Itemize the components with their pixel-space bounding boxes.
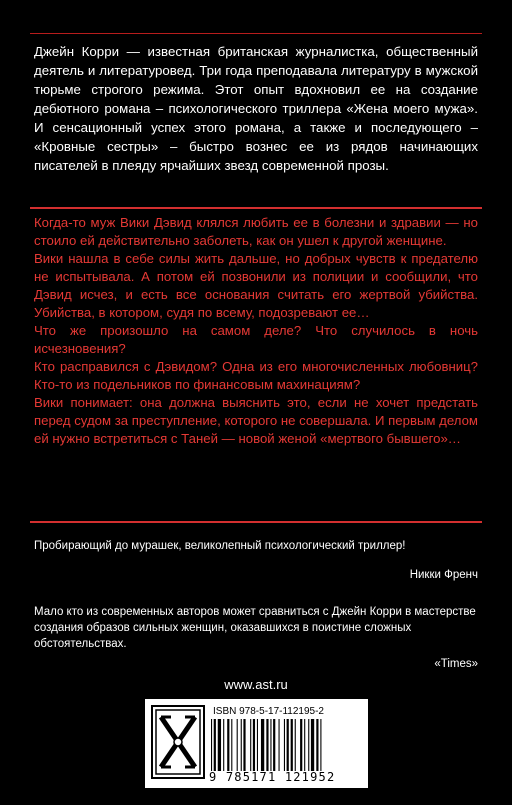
synopsis-paragraph: Когда-то муж Вики Дэвид клялся любить ее в болезни и здравии — но стоило ей действительно заболеть, как он ушел к другой женщине. <box>34 215 478 248</box>
top-divider <box>30 33 482 34</box>
barcode-number: 9 785171 121952 <box>209 770 336 784</box>
barcode-panel <box>145 699 368 788</box>
review-quote: Мало кто из современных авторов может сравниться с Джейн Корри в мастерстве создания образов сильных женщин, оказавшихся в поистине сложных обстоятельствах. <box>34 606 476 650</box>
red-divider-bottom <box>30 521 482 523</box>
synopsis-paragraph: Что же произошло на самом деле? Что случилось в ночь исчезновения? <box>34 323 478 356</box>
publisher-logo-icon <box>151 705 205 779</box>
review-source: Никки Френч <box>409 569 478 581</box>
red-divider-top <box>30 207 482 209</box>
review-quote: Пробирающий до мурашек, великолепный психологический триллер! <box>34 540 406 552</box>
publisher-url: www.ast.ru <box>224 677 288 692</box>
synopsis-paragraph: Вики понимает: она должна выяснить это, если не хочет предстать перед судом за преступление, которого не совершала. И первым делом ей нужно встретиться с Таней — новой женой «мертвого бывшего»… <box>34 395 478 446</box>
synopsis <box>34 214 478 448</box>
synopsis-paragraph: Вики нашла в себе силы жить дальше, но добрых чувств к предателю не испытывала. А потом ей позвонили из полиции и сообщили, что Дэвид исчез, и есть все основания считать его жертвой убийства. Убийства, в котором, судя по всему, подозревают ее… <box>34 251 478 320</box>
barcode-icon <box>211 719 361 771</box>
review-source: «Times» <box>434 658 478 670</box>
author-bio: Джейн Корри — известная британская журналистка, общественный деятель и литературовед. Три года преподавала литературу в мужской тюрьме строгого режима. Этот опыт вдохновил ее на создание дебютного романа – психологического триллера «Жена моего мужа». И сенсационный успех этого романа, а также и последующего – «Кровные сестры» – быстро вознес ее из рядов начинающих писателей в плеяду ярчайших звезд современной прозы. <box>34 44 478 173</box>
isbn-text: ISBN 978-5-17-112195-2 <box>213 706 324 717</box>
synopsis-paragraph: Кто расправился с Дэвидом? Одна из его многочисленных любовниц? Кто-то из подельников по финансовым махинациям? <box>34 359 478 392</box>
